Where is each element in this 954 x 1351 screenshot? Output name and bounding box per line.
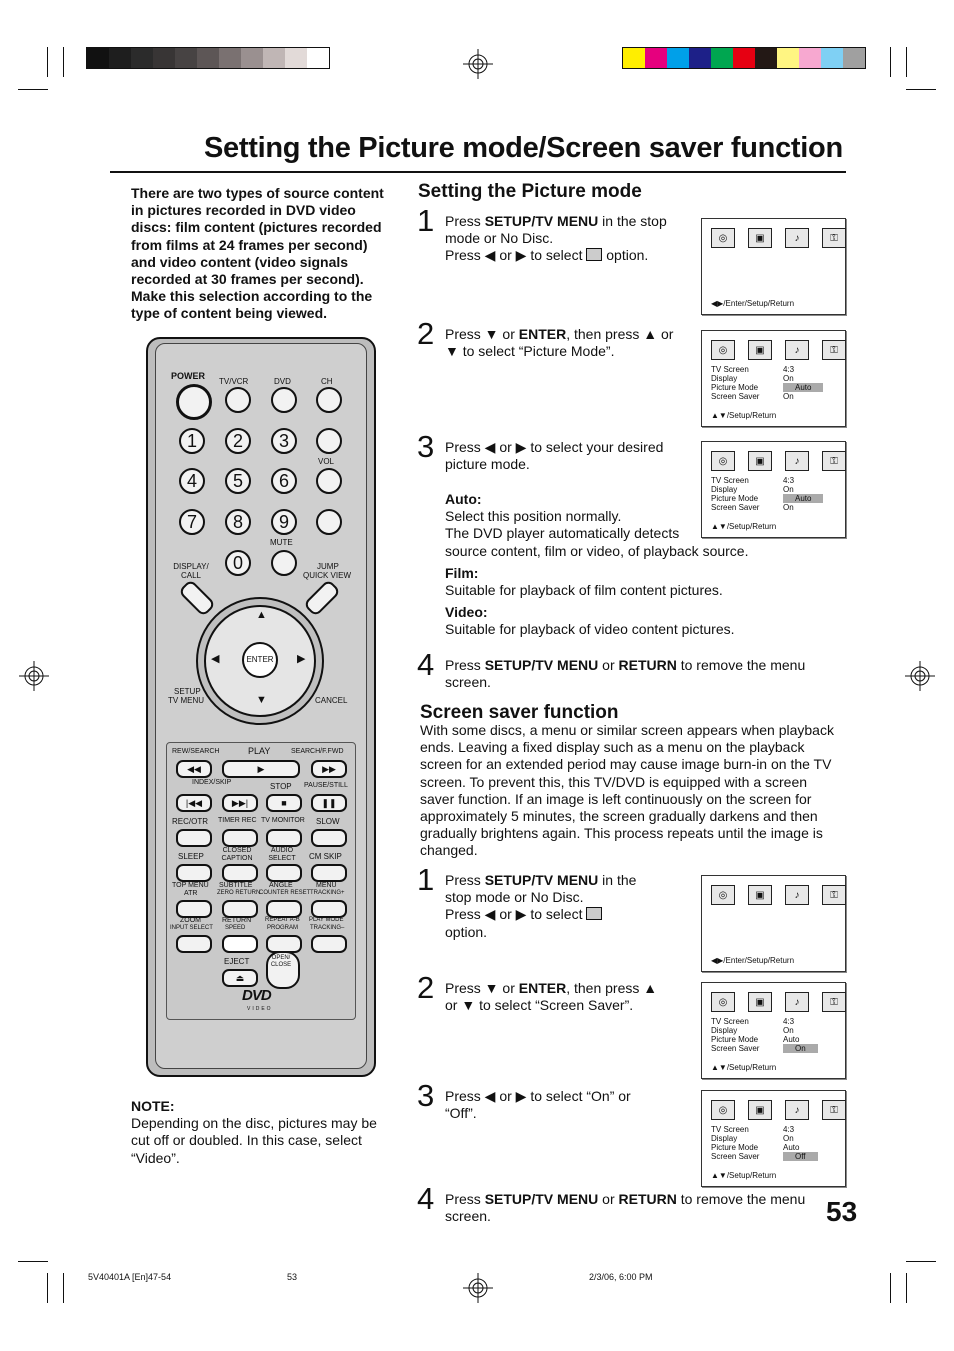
- osd-menu-screen: [701, 982, 846, 1079]
- right-arrow-icon[interactable]: ▶: [297, 653, 306, 665]
- footer-file-label: 5V40401A [En]47-54: [88, 1272, 172, 1282]
- step-text: Press ▼ or ENTER, then press ▲ or ▼ to select “Screen Saver”.: [445, 980, 658, 1014]
- calibration-swatch: [689, 48, 711, 68]
- quick-view-label: QUICK VIEW: [303, 571, 352, 580]
- left-arrow-icon[interactable]: ◀: [211, 653, 220, 665]
- skip-back-button[interactable]: |◀◀: [176, 794, 212, 812]
- intro-paragraph: There are two types of source content in pictures recorded in DVD video discs: film content (pictures recorded from films at 24 frames per second) and video content (video signals recorded at 30 frames per second). Make this selection according to the type of content being viewed.: [131, 185, 384, 322]
- osd-row-selected: Screen Saver Off: [711, 1152, 759, 1161]
- osd-footer: ▲▼/Setup/Return: [711, 522, 777, 531]
- calibration-swatch: [645, 48, 667, 68]
- step-number: 2: [417, 970, 435, 1005]
- pause-still-button[interactable]: ❚❚: [311, 794, 347, 812]
- digit-2-button[interactable]: 2: [225, 428, 251, 454]
- language-icon: ◎: [711, 340, 735, 360]
- jump-label: JUMP: [317, 562, 339, 571]
- enter-button[interactable]: ENTER: [242, 642, 278, 678]
- calibration-swatch: [241, 48, 263, 68]
- top-menu-label: TOP MENU: [172, 882, 209, 889]
- osd-icon-row: [711, 228, 846, 248]
- digit-6-button[interactable]: 6: [271, 468, 297, 494]
- pause-still-label: PAUSE/STILL: [304, 782, 348, 789]
- registration-mark-icon: [463, 1273, 493, 1303]
- osd-menu-screen: [701, 441, 846, 538]
- crop-mark: [906, 1261, 936, 1262]
- osd-icon-row: [711, 451, 846, 471]
- tv-monitor-label: TV MONITOR: [261, 817, 305, 824]
- calibration-swatch: [755, 48, 777, 68]
- osd-menu-screen: [701, 218, 846, 315]
- timer-rec-button[interactable]: [222, 829, 258, 847]
- lock-icon: ⚿: [822, 992, 846, 1012]
- calibration-swatch: [799, 48, 821, 68]
- lock-icon: ⚿: [822, 1100, 846, 1120]
- cm-skip-button[interactable]: [311, 864, 347, 882]
- lock-icon: ⚿: [822, 451, 846, 471]
- closed-caption-button[interactable]: [222, 864, 258, 882]
- osd-icon-row: [711, 885, 846, 905]
- language-icon: ◎: [711, 228, 735, 248]
- zoom-label: ZOOM: [180, 917, 201, 924]
- osd-row: TV Screen 4:3: [711, 476, 795, 485]
- slow-label: SLOW: [316, 817, 340, 826]
- display-call-label: DISPLAY/ CALL: [173, 562, 209, 580]
- remote-control-illustration: [146, 337, 374, 1075]
- stop-button[interactable]: ■: [266, 794, 302, 812]
- ch-up-button[interactable]: [316, 387, 342, 413]
- eject-button[interactable]: ⏏: [222, 969, 258, 987]
- subtitle-label: SUBTITLE: [219, 882, 253, 889]
- calibration-swatch: [623, 48, 645, 68]
- osd-row-selected: Picture Mode Auto: [711, 383, 758, 392]
- registration-mark-icon: [19, 661, 49, 691]
- cm-skip-label: CM SKIP: [309, 852, 342, 861]
- crop-mark: [47, 1273, 48, 1303]
- osd-footer: ◀▶/Enter/Setup/Return: [711, 299, 795, 308]
- calibration-swatch: [733, 48, 755, 68]
- calibration-swatch: [87, 48, 109, 68]
- section-heading-picture-mode: Setting the Picture mode: [418, 181, 642, 202]
- osd-row: Display On: [711, 1134, 794, 1143]
- vol-down-button[interactable]: [316, 509, 342, 535]
- audio-select-button[interactable]: [266, 864, 302, 882]
- digit-3-button[interactable]: 3: [271, 428, 297, 454]
- tvvcr-label: TV/VCR: [219, 377, 249, 386]
- language-icon: ◎: [711, 451, 735, 471]
- digit-5-button[interactable]: 5: [225, 468, 251, 494]
- calibration-swatch: [131, 48, 153, 68]
- step-text: Press SETUP/TV MENU or RETURN to remove the menu screen.: [445, 657, 806, 691]
- timer-rec-label: TIMER REC: [218, 817, 257, 824]
- tvvcr-button[interactable]: [225, 387, 251, 413]
- calibration-swatch: [219, 48, 241, 68]
- up-arrow-icon[interactable]: ▲: [256, 609, 267, 621]
- osd-row: Picture Mode Auto: [711, 1035, 800, 1044]
- play-button[interactable]: ▶: [222, 760, 300, 778]
- ch-down-button[interactable]: [316, 428, 342, 454]
- audio-icon: ♪: [785, 1100, 809, 1120]
- osd-row: TV Screen 4:3: [711, 1017, 795, 1026]
- top-menu-button[interactable]: [176, 900, 212, 918]
- osd-footer: ▲▼/Setup/Return: [711, 1171, 777, 1180]
- atr-label: ATR: [184, 890, 198, 897]
- crop-mark: [63, 47, 64, 77]
- page-title: Setting the Picture mode/Screen saver function: [204, 132, 843, 164]
- step-number: 2: [417, 316, 435, 351]
- calibration-swatch: [109, 48, 131, 68]
- color-calibration-bar: [622, 47, 866, 69]
- osd-icon-row: [711, 992, 846, 1012]
- picture-icon: ▣: [748, 228, 772, 248]
- setup-label: SETUP: [174, 687, 201, 696]
- step-text: Press SETUP/TV MENU in the stop mode or No Disc. Press ◀ or ▶ to select option.: [445, 872, 637, 940]
- registration-mark-icon: [463, 49, 493, 79]
- crop-mark: [906, 47, 907, 77]
- play-mode-button[interactable]: [311, 935, 347, 953]
- picture-icon: ▣: [748, 885, 772, 905]
- subtitle-button[interactable]: [222, 900, 258, 918]
- page-number: 53: [826, 1196, 858, 1227]
- crop-mark: [47, 47, 48, 77]
- calibration-swatch: [711, 48, 733, 68]
- down-arrow-icon[interactable]: ▼: [256, 694, 267, 706]
- calibration-swatch: [667, 48, 689, 68]
- audio-icon: ♪: [785, 885, 809, 905]
- audio-select-label: AUDIO SELECT: [268, 847, 296, 862]
- calibration-swatch: [777, 48, 799, 68]
- vol-label: VOL: [318, 457, 335, 466]
- menu-label: MENU: [316, 882, 337, 889]
- stop-label: STOP: [270, 782, 292, 791]
- dvd-label: DVD: [274, 377, 291, 386]
- step-text: Press SETUP/TV MENU or RETURN to remove the menu screen.: [445, 1191, 806, 1225]
- closed-caption-label: CLOSED CAPTION: [221, 847, 253, 862]
- gray-calibration-bar: [86, 47, 330, 69]
- rew-button[interactable]: ◀◀: [176, 760, 212, 778]
- language-icon: ◎: [711, 1100, 735, 1120]
- sleep-button[interactable]: [176, 864, 212, 882]
- play-mode-label: PLAY MODE: [309, 917, 344, 923]
- step-number: 3: [417, 429, 435, 464]
- open-close-label: OPEN/ CLOSE: [270, 955, 292, 968]
- audio-icon: ♪: [785, 228, 809, 248]
- calibration-swatch: [821, 48, 843, 68]
- mute-label: MUTE: [270, 538, 293, 547]
- osd-row: Screen Saver On: [711, 503, 794, 512]
- lock-icon: ⚿: [822, 340, 846, 360]
- mode-description-auto: Auto: Select this position normally. The DVD player automatically detects source content, film or video, of playback source.: [445, 491, 749, 559]
- ffwd-label: SEARCH/F.FWD: [291, 748, 344, 755]
- footer-timestamp: 2/3/06, 6:00 PM: [589, 1272, 653, 1282]
- crop-mark: [18, 1261, 48, 1262]
- step-text: Press SETUP/TV MENU in the stop mode or No Disc. Press ◀ or ▶ to select option.: [445, 213, 667, 264]
- audio-icon: ♪: [785, 451, 809, 471]
- language-icon: ◎: [711, 885, 735, 905]
- calibration-swatch: [307, 48, 329, 68]
- picture-icon: ▣: [748, 992, 772, 1012]
- tv-menu-label: TV MENU: [168, 696, 204, 705]
- section-heading-screen-saver: Screen saver function: [420, 702, 619, 723]
- slow-button[interactable]: [311, 829, 347, 847]
- picture-icon: ▣: [748, 451, 772, 471]
- step-text: Press ◀ or ▶ to select “On” or “Off”.: [445, 1088, 631, 1122]
- crop-mark: [906, 89, 936, 90]
- step-text: Press ▼ or ENTER, then press ▲ or ▼ to select “Picture Mode”.: [445, 326, 674, 360]
- calibration-swatch: [197, 48, 219, 68]
- title-rule: [110, 171, 846, 173]
- crop-mark: [63, 1273, 64, 1303]
- crop-mark: [906, 1273, 907, 1303]
- program-label: PROGRAM: [267, 925, 299, 931]
- power-button[interactable]: [176, 384, 212, 420]
- osd-icon-row: [711, 1100, 846, 1120]
- ch-label: CH: [321, 377, 333, 386]
- cancel-label: CANCEL: [315, 696, 348, 705]
- registration-mark-icon: [905, 661, 935, 691]
- mute-button[interactable]: [271, 550, 297, 576]
- footer-center-page: 53: [287, 1272, 298, 1282]
- osd-footer: ◀▶/Enter/Setup/Return: [711, 956, 795, 965]
- repeat-ab-label: REPEAT A-B: [265, 917, 300, 923]
- picture-icon: ▣: [748, 340, 772, 360]
- angle-button[interactable]: [266, 900, 302, 918]
- calibration-swatch: [843, 48, 865, 68]
- osd-menu-screen: [701, 1090, 846, 1187]
- language-icon: ◎: [711, 992, 735, 1012]
- tv-monitor-button[interactable]: [266, 829, 302, 847]
- osd-row-selected: Screen Saver On: [711, 1044, 759, 1053]
- crop-mark: [890, 47, 891, 77]
- step-number: 1: [417, 862, 435, 897]
- digit-0-button[interactable]: 0: [225, 550, 251, 576]
- skip-forward-button[interactable]: ▶▶|: [222, 794, 258, 812]
- lock-icon: ⚿: [822, 228, 846, 248]
- sleep-label: SLEEP: [178, 852, 204, 861]
- step-number: 4: [417, 647, 435, 682]
- crop-mark: [18, 89, 48, 90]
- calibration-swatch: [153, 48, 175, 68]
- rec-otr-button[interactable]: [176, 829, 212, 847]
- speed-label: SPEED: [225, 925, 246, 931]
- osd-row-selected: Picture Mode Auto: [711, 494, 758, 503]
- osd-footer: ▲▼/Setup/Return: [711, 1063, 777, 1072]
- calibration-swatch: [175, 48, 197, 68]
- mode-description-film: Film: Suitable for playback of film content pictures.: [445, 565, 723, 599]
- osd-row: Display On: [711, 485, 794, 494]
- picture-icon: ▣: [748, 1100, 772, 1120]
- rew-label: REW/SEARCH: [172, 748, 220, 755]
- osd-row: Display On: [711, 374, 794, 383]
- osd-footer: ▲▼/Setup/Return: [711, 411, 777, 420]
- osd-icon-row: [711, 340, 846, 360]
- osd-row: TV Screen 4:3: [711, 365, 795, 374]
- dvd-button[interactable]: [271, 387, 297, 413]
- screen-saver-body: With some discs, a menu or similar screen appears when playback ends. Leaving a fixed display such as a menu on the playback screen for an extended period may cause image burn-in on the TV screen. To prevent this, this TV/DVD is equipped with a screen saver function. If an image is left continuously on the screen for approximately 5 minutes, the screen gradually darkens and then gradually brightens again. This process repeats until the image is changed.: [420, 722, 834, 859]
- calibration-swatch: [263, 48, 285, 68]
- audio-icon: ♪: [785, 992, 809, 1012]
- power-label: POWER: [171, 371, 206, 381]
- note-block: NOTE: Depending on the disc, pictures may be cut off or doubled. In this case, select “Video”.: [131, 1098, 377, 1166]
- play-label: PLAY: [248, 746, 271, 756]
- vol-up-button[interactable]: [316, 468, 342, 494]
- osd-row: TV Screen 4:3: [711, 1125, 795, 1134]
- picture-icon: [586, 248, 602, 261]
- osd-row: Picture Mode Auto: [711, 1143, 800, 1152]
- return-label: RETURN: [222, 917, 252, 924]
- eject-label: EJECT: [224, 957, 250, 966]
- counter-reset-label: COUNTER RESET: [259, 890, 311, 896]
- mode-description-video: Video: Suitable for playback of video content pictures.: [445, 604, 735, 638]
- input-select-label: INPUT SELECT: [170, 925, 213, 931]
- step-number: 3: [417, 1078, 435, 1113]
- osd-menu-screen: [701, 330, 846, 427]
- zero-return-label: ZERO RETURN: [217, 890, 261, 896]
- angle-label: ANGLE: [269, 882, 293, 889]
- osd-row: Display On: [711, 1026, 794, 1035]
- ffwd-button[interactable]: ▶▶: [311, 760, 347, 778]
- rec-otr-label: REC/OTR: [172, 817, 208, 826]
- audio-icon: ♪: [785, 340, 809, 360]
- dvd-logo-sub: VIDEO: [247, 1006, 273, 1012]
- digit-7-button[interactable]: 7: [179, 509, 205, 535]
- calibration-swatch: [285, 48, 307, 68]
- osd-menu-screen: [701, 875, 846, 972]
- digit-1-button[interactable]: 1: [179, 428, 205, 454]
- crop-mark: [890, 1273, 891, 1303]
- menu-button[interactable]: [311, 900, 347, 918]
- picture-icon: [586, 907, 602, 920]
- lock-icon: ⚿: [822, 885, 846, 905]
- osd-row: Screen Saver On: [711, 392, 794, 401]
- digit-4-button[interactable]: 4: [179, 468, 205, 494]
- return-button[interactable]: [222, 935, 258, 953]
- tracking-minus-label: TRACKING–: [310, 925, 345, 931]
- digit-8-button[interactable]: 8: [225, 509, 251, 535]
- zoom-button[interactable]: [176, 935, 212, 953]
- dvd-logo: DVD: [242, 987, 271, 1004]
- digit-9-button[interactable]: 9: [271, 509, 297, 535]
- index-skip-label: INDEX/SKIP: [192, 779, 232, 786]
- step-number: 4: [417, 1181, 435, 1216]
- step-number: 1: [417, 203, 435, 238]
- tracking-plus-label: TRACKING+: [310, 890, 345, 896]
- step-text: Press ◀ or ▶ to select your desired picture mode.: [445, 439, 664, 473]
